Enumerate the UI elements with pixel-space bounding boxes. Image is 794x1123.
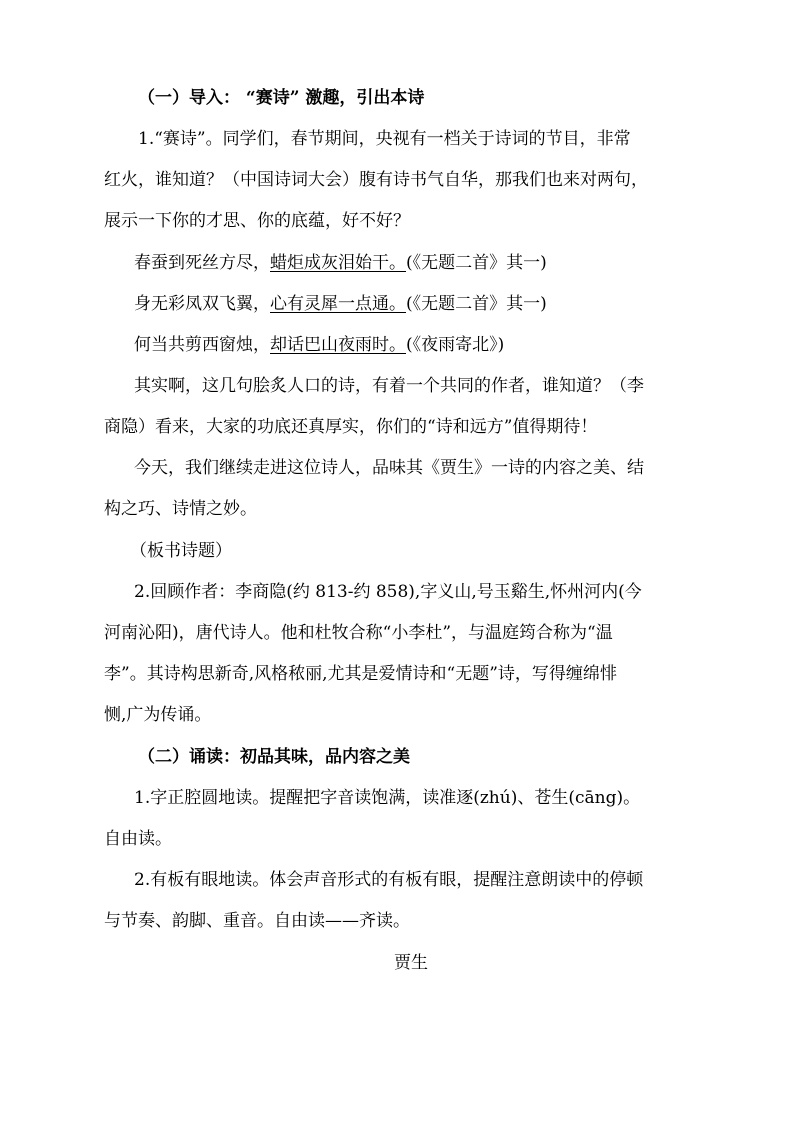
- item1-line2: 红火，谁知道？（中国诗词大会）腹有诗书气自华，那我们也来对两句，: [104, 170, 648, 190]
- para-today-line2: 构之巧、诗情之妙。: [104, 499, 257, 519]
- item2-line3: 李”。其诗构思新奇,风格秾丽,尤其是爱情诗和“无题”诗，写得缠绵悱: [104, 664, 617, 684]
- poem-answer: 蜡炬成灰泪始干。: [270, 253, 406, 273]
- s2-item1-line2: 自由读。: [104, 829, 172, 849]
- para-author-line2: 商隐）看来，大家的功底还真厚实，你们的“诗和远方”值得期待！: [104, 417, 598, 437]
- item1-line3: 展示一下你的才思、你的底蕴，好不好？: [104, 211, 410, 231]
- poem-lead: 春蚕到死丝方尽，: [134, 253, 270, 273]
- item2-line4: 恻,广为传诵。: [104, 705, 212, 725]
- s2-item1-line1: 1.字正腔圆地读。提醒把字音读饱满，读准逐(zhú)、苍生(cāng)。: [134, 788, 641, 808]
- poem-source: (《无题二首》其一): [406, 253, 547, 273]
- poem-lead: 身无彩凤双飞翼，: [134, 294, 270, 314]
- poem-lead: 何当共剪西窗烛，: [134, 335, 270, 355]
- poem-couplet-3: [134, 334, 504, 356]
- poem-couplet-2: [134, 293, 547, 315]
- item1-line1: 1.“赛诗”。同学们，春节期间，央视有一档关于诗词的节目，非常: [138, 129, 631, 149]
- s2-item2-line2: 与节奏、韵脚、重音。自由读——齐读。: [104, 911, 410, 931]
- board-note: （板书诗题）: [130, 541, 232, 561]
- para-author-line1: 其实啊，这几句脍炙人口的诗，有着一个共同的作者，谁知道？（李: [134, 376, 644, 396]
- poem-source: (《无题二首》其一): [406, 294, 547, 314]
- para-today-line1: 今天，我们继续走进这位诗人，品味其《贾生》一诗的内容之美、结: [134, 458, 644, 478]
- section2-heading: （二）诵读：初品其味，品内容之美: [138, 747, 410, 767]
- item2-line2: 河南沁阳)，唐代诗人。他和杜牧合称“小李杜”，与温庭筠合称为“温: [104, 623, 613, 643]
- section1-heading: （一）导入： “赛诗” 激趣，引出本诗: [138, 88, 425, 108]
- poem-title: 贾生: [394, 953, 428, 973]
- poem-answer: 却话巴山夜雨时。: [270, 335, 406, 355]
- poem-couplet-1: [134, 252, 547, 274]
- poem-source: (《夜雨寄北》): [406, 335, 505, 355]
- item2-line1: 2.回顾作者：李商隐(约 813-约 858),字义山,号玉谿生,怀州河内(今: [134, 582, 642, 602]
- poem-answer: 心有灵犀一点通。: [270, 294, 406, 314]
- s2-item2-line1: 2.有板有眼地读。体会声音形式的有板有眼，提醒注意朗读中的停顿: [134, 870, 644, 890]
